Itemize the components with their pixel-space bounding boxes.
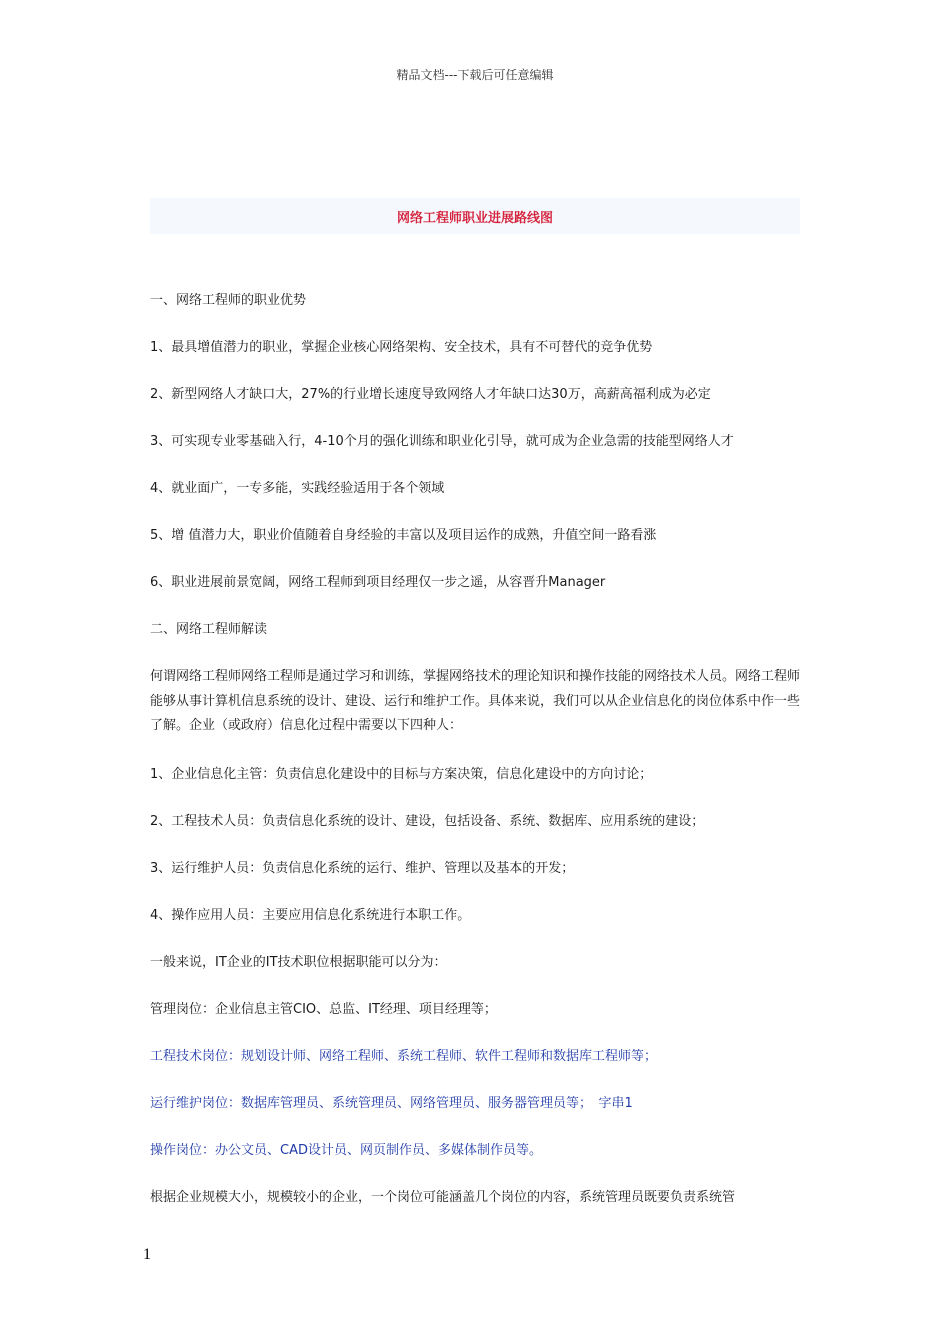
document-title: 网络工程师职业进展路线图	[396, 210, 553, 226]
job-category-engineering[interactable]: 工程技术岗位：规划设计师、网络工程师、系统工程师、软件工程师和数据库工程师等；	[150, 1048, 658, 1064]
job-category-operating[interactable]: 操作岗位：办公文员、CAD设计员、网页制作员、多媒体制作员等。	[150, 1142, 542, 1158]
section-heading-advantages: 一、网络工程师的职业优势	[150, 293, 307, 308]
list-item: 1、企业信息化主管：负责信息化建设中的目标与方案决策，信息化建设中的方向讨论；	[150, 766, 653, 782]
job-category-operations[interactable]: 运行维护岗位：数据库管理员、系统管理员、网络管理员、服务器管理员等； 字串1	[150, 1095, 633, 1111]
list-item: 4、就业面广，一专多能，实践经验适用于各个领域	[150, 481, 445, 496]
list-item: 4、操作应用人员：主要应用信息化系统进行本职工作。	[150, 907, 471, 923]
page-number: 1	[143, 1246, 151, 1263]
list-item: 3、可实现专业零基础入行，4-10个月的强化训练和职业化引导，就可成为企业急需的技能型网络人才	[150, 434, 734, 449]
header-note: 精品文档---下载后可任意编辑	[396, 68, 554, 82]
list-item: 2、工程技术人员：负责信息化系统的设计、建设，包括设备、系统、数据库、应用系统的建设；	[150, 813, 705, 829]
list-item: 3、运行维护人员：负责信息化系统的运行、维护、管理以及基本的开发；	[150, 860, 575, 876]
list-item: 1、最具增值潜力的职业，掌握企业核心网络架构、安全技术，具有不可替代的竞争优势	[150, 340, 653, 355]
body-paragraph: 一般来说，IT企业的IT技术职位根据职能可以分为：	[150, 954, 447, 970]
section-heading-interpretation: 二、网络工程师解读	[150, 622, 268, 637]
list-item: 2、新型网络人才缺口大，27%的行业增长速度导致网络人才年缺口达30万，高薪高福利成为必定	[150, 387, 711, 402]
job-category-management: 管理岗位：企业信息主管CIO、总监、IT经理、项目经理等；	[150, 1001, 497, 1017]
document-body	[150, 289, 800, 1233]
list-item: 5、增 值潜力大，职业价值随着自身经验的丰富以及项目运作的成熟，升值空间一路看涨	[150, 528, 657, 543]
title-bar	[150, 198, 800, 234]
body-paragraph: 根据企业规模大小，规模较小的企业，一个岗位可能涵盖几个岗位的内容，系统管理员既要负责系统管	[150, 1189, 736, 1205]
list-item: 6、职业进展前景宽阔，网络工程师到项目经理仅一步之遥，从容晋升Manager	[150, 575, 606, 590]
body-paragraph: 何谓网络工程师网络工程师是通过学习和训练，掌握网络技术的理论知识和操作技能的网络技术人员。网络工程师能够从事计算机信息系统的设计、建设、运行和维护工作。具体来说，我们可以从企业信息化的岗位体系中作一些了解。企业（或政府）信息化过程中需要以下四种人：	[150, 669, 801, 733]
